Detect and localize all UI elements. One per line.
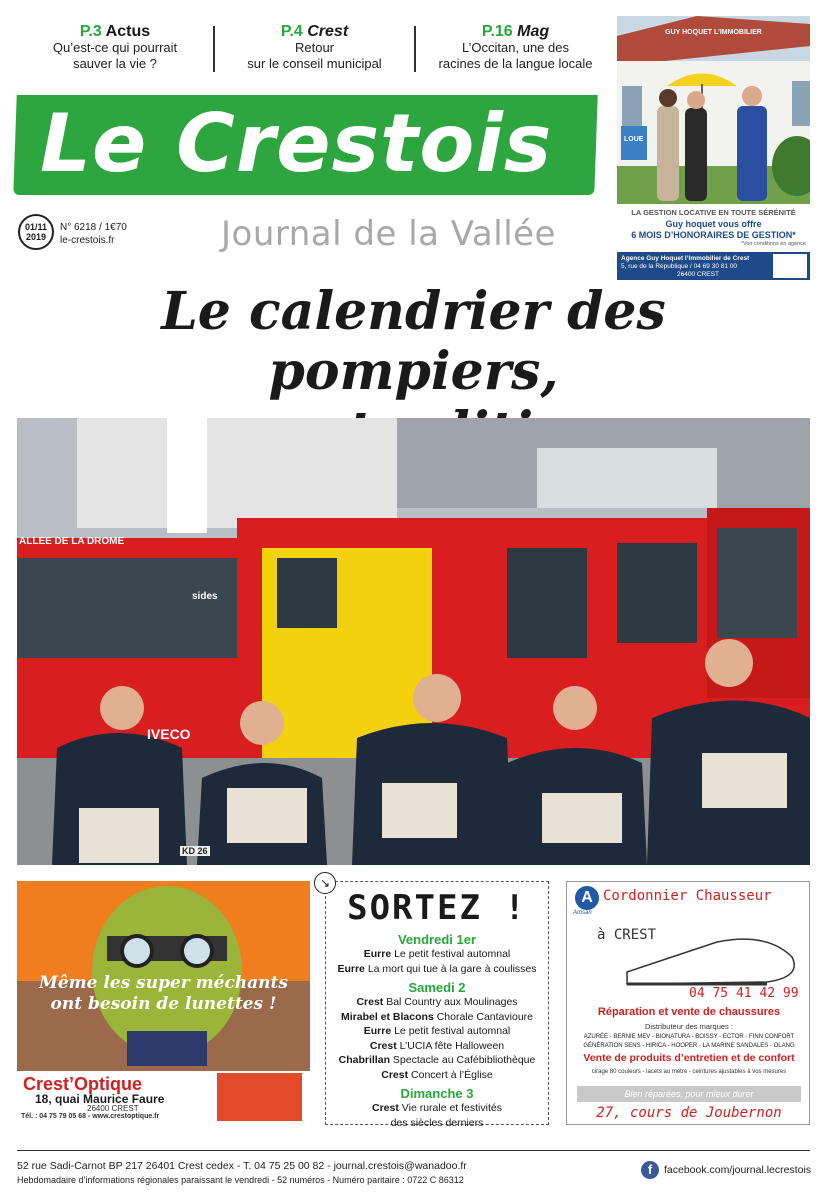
agenda-event: Eurre Le petit festival automnal bbox=[363, 948, 511, 960]
optique-address: 18, quai Maurice Faure bbox=[35, 1092, 165, 1106]
teaser-section: Mag bbox=[517, 23, 550, 40]
agenda-day: Vendredi 1er bbox=[397, 932, 477, 947]
teaser-text: L’Occitan, une des bbox=[462, 40, 569, 55]
ad-agency: Agence Guy Hoquet l’Immobilier de Crest bbox=[621, 255, 750, 262]
truck-brand: IVECO bbox=[147, 726, 191, 742]
cordo-phone: 04 75 41 42 99 bbox=[689, 986, 799, 1001]
ad-offer: Guy hoquet vous offre bbox=[665, 219, 762, 229]
facebook-icon: f bbox=[641, 1161, 659, 1179]
divider bbox=[213, 26, 215, 72]
agenda-event: Eurre Le petit festival automnal bbox=[363, 1025, 511, 1037]
cordo-address: 27, cours de Joubernon bbox=[596, 1105, 782, 1121]
teaser-page-number: P.3 bbox=[79, 23, 102, 40]
optique-name: Crest’Optique bbox=[23, 1074, 143, 1094]
cordo-place: à CREST bbox=[597, 927, 657, 943]
teaser-text: Qu’est-ce qui pourrait bbox=[52, 40, 178, 55]
optique-city: 26400 CREST bbox=[87, 1104, 139, 1113]
date-badge bbox=[18, 214, 54, 250]
teaser-crest[interactable] bbox=[232, 24, 397, 72]
optique-slogan: ont besoin de lunettes ! bbox=[50, 994, 277, 1014]
footer-info: Hebdomadaire d’informations régionales paraissant le vendredi - 52 numéros - Numéro paritaire : 0722 C 86312 bbox=[17, 1175, 464, 1185]
artisan-label: Artisan bbox=[573, 910, 592, 916]
cordo-line: Réparation et vente de chaussures bbox=[597, 1006, 781, 1018]
cordo-title: Cordonnier Chausseur bbox=[603, 888, 772, 904]
cordo-brands: GÉNÉRATION SENS - HIRICA - HOOPER - LA MARINE SANDALES - OLANG bbox=[583, 1043, 795, 1049]
photo-illustration bbox=[17, 418, 810, 865]
teaser-text: Retour bbox=[294, 40, 335, 55]
headline-line: Le calendrier des pompiers, bbox=[161, 281, 666, 402]
cordo-line: cirage 80 couleurs - lacets au mètre - ceintures ajustables à vos mesures bbox=[591, 1069, 787, 1075]
agenda-event: Crest Concert à l’Église bbox=[381, 1068, 493, 1081]
truck-text: ALLEE DE LA DROME bbox=[19, 536, 125, 547]
date-year: 2019 bbox=[25, 232, 47, 242]
cordo-line: Vente de produits d’entretien et de confort bbox=[583, 1052, 795, 1064]
masthead-subtitle: Journal de la Vallée bbox=[221, 214, 556, 254]
footer-address: 52 rue Sadi-Carnot BP 217 26401 Crest cedex - T. 04 75 25 00 82 - journal.crestois@wanadoo.fr bbox=[17, 1160, 467, 1172]
artisan-logo: A bbox=[575, 886, 599, 910]
agenda-event: Mirabel et Blacons Chorale Cantavioure bbox=[340, 1010, 533, 1023]
teaser-mag[interactable] bbox=[428, 24, 603, 72]
sortez-title: SORTEZ ! bbox=[347, 888, 527, 928]
agenda-event: Chabrillan Spectacle au Cafébibliothèque bbox=[338, 1054, 536, 1066]
ad-brand: GUY HOQUET L’IMMOBILIER bbox=[665, 29, 762, 36]
guy-hoquet-ad[interactable] bbox=[617, 16, 810, 280]
facebook-link[interactable] bbox=[641, 1161, 811, 1179]
masthead-title[interactable]: Le Crestois bbox=[40, 97, 553, 190]
agenda-event: Eurre La mort qui tue à la gare à coulisses bbox=[337, 962, 537, 975]
cordo-brands: AZURÉE - BERNIE MEV - BIONATURA - BOISSY - ECTOR - FINN CONFORT bbox=[583, 1034, 795, 1040]
issue-number: N° 6218 / 1€70 bbox=[60, 222, 127, 233]
agenda-event: Crest Vie rurale et festivités des siècles derniers bbox=[372, 1102, 502, 1129]
optique-slogan: Même les super méchants bbox=[39, 973, 288, 993]
teaser-section: Crest bbox=[307, 23, 349, 40]
ad-city: 26400 CREST bbox=[677, 271, 719, 278]
agenda-day: Samedi 2 bbox=[408, 980, 466, 995]
ad-tagline: LA GESTION LOCATIVE EN TOUTE SÉRÉNITÉ bbox=[631, 208, 796, 217]
divider bbox=[414, 26, 416, 72]
agenda-event: Crest L’UCIA fête Halloween bbox=[369, 1039, 505, 1052]
facebook-url: facebook.com/journal.lecrestois bbox=[664, 1164, 812, 1176]
teaser-page-number: P.16 bbox=[481, 23, 513, 40]
website-link[interactable]: le-crestois.fr bbox=[60, 235, 115, 246]
ad-note: *Voir conditions en agence bbox=[740, 241, 806, 247]
teaser-text: sauver la vie ? bbox=[73, 56, 157, 71]
optique-contact: Tél. : 04 75 79 05 68 - www.crestoptique.fr bbox=[21, 1113, 160, 1120]
cordo-banner: Bien réparées, pour mieux durer bbox=[577, 1086, 801, 1102]
teaser-actus[interactable] bbox=[40, 24, 190, 72]
teaser-page-number: P.4 bbox=[280, 23, 303, 40]
teaser-text: sur le conseil municipal bbox=[247, 56, 382, 71]
firefighters-photo[interactable] bbox=[17, 418, 810, 865]
agenda-event: Crest Bal Country aux Moulinages bbox=[356, 996, 518, 1008]
truck-sides: sides bbox=[192, 591, 218, 602]
agenda-day: Dimanche 3 bbox=[400, 1086, 474, 1101]
cordonnier-ad[interactable] bbox=[566, 881, 810, 1125]
teaser-section: Actus bbox=[105, 23, 151, 40]
date-day: 01/11 bbox=[24, 222, 48, 232]
truck-plate: KD 26 bbox=[182, 846, 208, 856]
crest-optique-ad[interactable] bbox=[17, 881, 310, 1125]
ad-sign: LOUE bbox=[624, 136, 644, 143]
arrow-icon: ↘ bbox=[314, 872, 336, 894]
footer-divider bbox=[17, 1150, 810, 1151]
cordo-line: Distributeur des marques : bbox=[645, 1022, 733, 1031]
issue-info bbox=[60, 221, 127, 247]
teaser-text: racines de la langue locale bbox=[438, 56, 593, 71]
sortez-agenda bbox=[319, 876, 549, 1129]
ad-offer: 6 MOIS D’HONORAIRES DE GESTION* bbox=[631, 230, 796, 240]
ad-address: 5, rue de la République / 04 69 30 81 00 bbox=[621, 263, 738, 270]
